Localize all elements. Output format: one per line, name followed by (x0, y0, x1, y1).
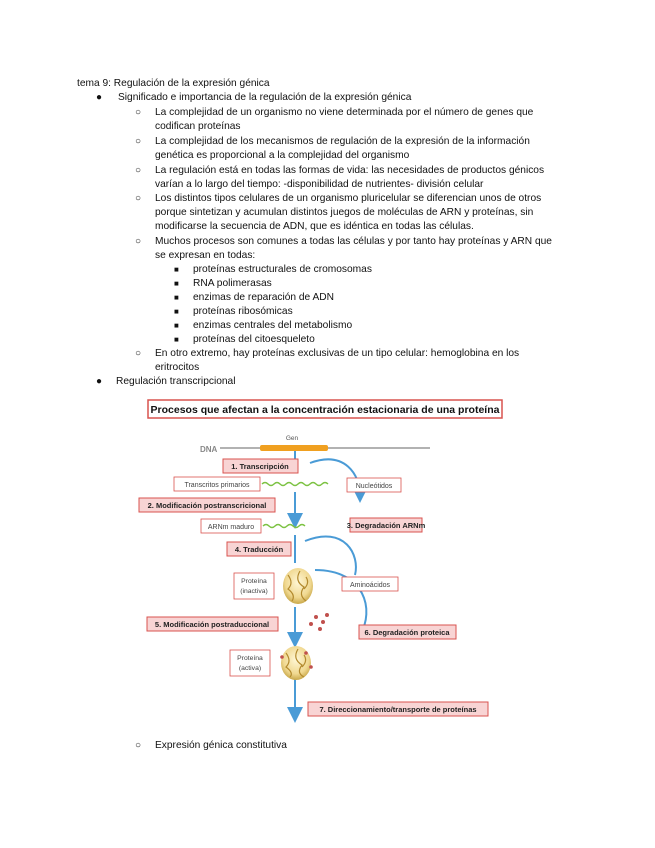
bullet-hollow-icon: ○ (135, 236, 142, 247)
label-box (234, 573, 274, 599)
proteina-inactiva-state: (inactiva) (240, 588, 268, 595)
bullet-square-icon: ■ (174, 307, 179, 316)
bullet-square-icon: ■ (174, 279, 179, 288)
item-line: La regulación está en todas las formas de vida: las necesidades de productos génicos (155, 165, 545, 176)
section1-heading: Significado e importancia de la regulación de la expresión génica (118, 92, 412, 103)
step-label: 4. Traducción (234, 545, 284, 554)
aminoacid-dots-icon (309, 613, 329, 631)
item-line: genética es proporcional a la complejidad del organismo (155, 150, 410, 161)
bullet-hollow-icon: ○ (135, 136, 142, 147)
gene-label: Gen (285, 435, 299, 442)
proteina-inactiva-label: Proteína (241, 578, 267, 585)
bullet-square-icon: ■ (174, 265, 179, 274)
figure-title: Procesos que afectan a la concentración estacionaria de una proteína (150, 404, 500, 416)
item-line: porque sintetizan y acumulan distintos juegos de moléculas de ARN y proteínas, sin (155, 207, 534, 218)
subitem: proteínas ribosómicas (193, 306, 293, 317)
item-line: La complejidad de un organismo no viene determinada por el número de genes que (155, 107, 534, 118)
page-title: tema 9: Regulación de la expresión génica (77, 78, 270, 89)
bullet-hollow-icon: ○ (135, 740, 142, 751)
bullet-square-icon: ■ (174, 321, 179, 330)
item-line: Los distintos tipos celulares de un organismo pluricelular se diferencian unos de otros (155, 193, 542, 204)
nucleotidos-label: Nucleótidos (355, 483, 393, 490)
folded-protein-icon (280, 646, 313, 680)
item-line: codifican proteínas (155, 121, 241, 132)
item-line: varían a lo largo del tiempo: -disponibilidad de nutrientes- división celular (155, 179, 484, 190)
step-label: 5. Modificación postraduccional (154, 620, 270, 629)
subitem: proteínas del citoesqueleto (193, 334, 315, 345)
item-line: La complejidad de los mecanismos de regulación de la expresión de la información (155, 136, 530, 147)
bullet-square-icon: ■ (174, 335, 179, 344)
item-line: eritrocitos (155, 362, 200, 373)
subitem: enzimas centrales del metabolismo (193, 320, 353, 331)
item-line: Muchos procesos son comunes a todas las células y por tanto hay proteínas y ARN que (155, 236, 552, 247)
rna-wave (262, 483, 328, 486)
subitem: proteínas estructurales de cromosomas (193, 264, 372, 275)
proteina-activa-label: Proteína (237, 655, 263, 662)
item-line: se expresan en todas: (155, 250, 256, 261)
transcritos-label: Transcritos primarios (184, 482, 250, 489)
label-box (230, 650, 270, 676)
item-line: En otro extremo, hay proteínas exclusivas de un tipo celular: hemoglobina en los (155, 348, 520, 359)
subitem: RNA polimerasas (193, 278, 272, 289)
bullet-hollow-icon: ○ (135, 107, 142, 118)
step-label: 6. Degradación proteica (364, 628, 450, 637)
constitutive-expression: Expresión génica constitutiva (155, 740, 287, 751)
subitem: enzimas de reparación de ADN (193, 292, 335, 303)
step-label: 7. Direccionamiento/transporte de proteínas (319, 705, 477, 714)
bullet-hollow-icon: ○ (135, 165, 142, 176)
aminoacidos-label: Aminoácidos (349, 582, 391, 589)
bullet-filled-icon: ● (96, 92, 103, 103)
gene-segment (260, 445, 328, 451)
arnm-label: ARNm maduro (207, 524, 255, 531)
section2-heading: Regulación transcripcional (116, 376, 236, 387)
step-label: 1. Transcripción (231, 462, 289, 471)
rna-wave (263, 525, 305, 528)
proteina-activa-state: (activa) (238, 665, 262, 672)
step-label: 2. Modificación postranscricional (147, 501, 267, 510)
degradation-arrow (305, 536, 356, 575)
bullet-hollow-icon: ○ (135, 193, 142, 204)
bullet-square-icon: ■ (174, 293, 179, 302)
protein-concentration-figure (130, 395, 515, 725)
folded-protein-icon (283, 568, 313, 604)
dna-label: DNA (200, 445, 218, 454)
bullet-hollow-icon: ○ (135, 348, 142, 359)
step-label: 3. Degradación ARNm (346, 521, 426, 530)
bullet-filled-icon: ● (96, 376, 103, 387)
item-line: modificarse la secuencia de ADN, que es idéntica en todas las células. (155, 221, 474, 232)
